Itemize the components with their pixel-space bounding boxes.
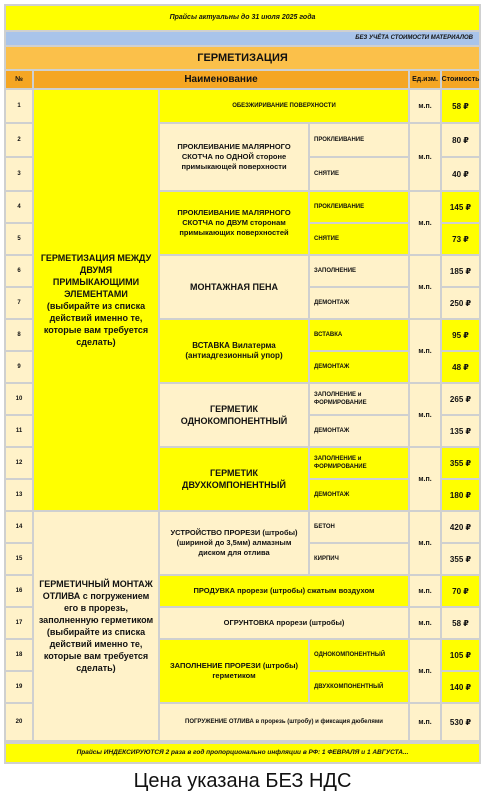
unit-17: м.п. <box>410 608 440 638</box>
row-num-18: 18 <box>6 640 32 670</box>
unit-10-11: м.п. <box>410 384 440 446</box>
price-9: 48 ₽ <box>442 352 479 382</box>
price-13: 180 ₽ <box>442 480 479 510</box>
unit-4-5: м.п. <box>410 192 440 254</box>
header-price: Стоимость <box>442 71 479 88</box>
row-num-13: 13 <box>6 480 32 510</box>
price-2: 80 ₽ <box>442 124 479 156</box>
op-fill-form-1: ЗАПОЛНЕНИЕ и ФОРМИРОВАНИЕ <box>310 384 408 414</box>
op-dismantle-sealant-1: ДЕМОНТАЖ <box>310 416 408 446</box>
row-num-10: 10 <box>6 384 32 414</box>
op-onecomp: ОДНОКОМПОНЕНТНЫЙ <box>310 640 408 670</box>
op-dismantle-vilaterm: ДЕМОНТАЖ <box>310 352 408 382</box>
prices-valid-banner: Прайсы актуальны до 31 июля 2025 года <box>6 6 479 30</box>
materials-note: БЕЗ УЧЁТА СТОИМОСТИ МАТЕРИАЛОВ <box>6 32 479 45</box>
header-name: Наименование <box>34 71 408 88</box>
row-num-6: 6 <box>6 256 32 286</box>
op-insert: ВСТАВКА <box>310 320 408 350</box>
op-dismantle-foam: ДЕМОНТАЖ <box>310 288 408 318</box>
item-sealant-two: ГЕРМЕТИК ДВУХКОМПОНЕНТНЫЙ <box>160 448 308 510</box>
row-num-3: 3 <box>6 158 32 190</box>
price-14: 420 ₽ <box>442 512 479 542</box>
price-12: 355 ₽ <box>442 448 479 478</box>
item-vilaterm: ВСТАВКА Вилатерма (антиадгезионный упор) <box>160 320 308 382</box>
item-foam: МОНТАЖНАЯ ПЕНА <box>160 256 308 318</box>
section-title: ГЕРМЕТИЗАЦИЯ <box>6 47 479 69</box>
price-16: 70 ₽ <box>442 576 479 606</box>
op-glue-2: ПРОКЛЕИВАНИЕ <box>310 192 408 222</box>
item-sealant-one: ГЕРМЕТИК ОДНОКОМПОНЕНТНЫЙ <box>160 384 308 446</box>
row-num-8: 8 <box>6 320 32 350</box>
price-5: 73 ₽ <box>442 224 479 254</box>
row-num-7: 7 <box>6 288 32 318</box>
item-mount-sill: ПОГРУЖЕНИЕ ОТЛИВА в прорезь (штробу) и фиксация дюбелями <box>160 704 408 740</box>
price-18: 105 ₽ <box>442 640 479 670</box>
header-num: № <box>6 71 32 88</box>
row-num-16: 16 <box>6 576 32 606</box>
price-7: 250 ₽ <box>442 288 479 318</box>
row-num-14: 14 <box>6 512 32 542</box>
item-blow: ПРОДУВКА прорези (штробы) сжатым воздухом <box>160 576 408 606</box>
op-brick: КИРПИЧ <box>310 544 408 574</box>
row-num-17: 17 <box>6 608 32 638</box>
op-concrete: БЕТОН <box>310 512 408 542</box>
item-tape-one-side: ПРОКЛЕИВАНИЕ МАЛЯРНОГО СКОТЧА по ОДНОЙ стороне примыкающей поверхности <box>160 124 308 190</box>
item-degrease: ОБЕЗЖИРИВАНИЕ ПОВЕРХНОСТИ <box>160 90 408 122</box>
op-remove-1: СНЯТИЕ <box>310 158 408 190</box>
unit-12-13: м.п. <box>410 448 440 510</box>
unit-8-9: м.п. <box>410 320 440 382</box>
group-sill-mounting: ГЕРМЕТИЧНЫЙ МОНТАЖ ОТЛИВА с погружением его в прорезь, заполненную герметиком (выбирайте из списка действий именно те, которые вам требуется сделать) <box>34 512 158 740</box>
price-3: 40 ₽ <box>442 158 479 190</box>
row-num-4: 4 <box>6 192 32 222</box>
price-6: 185 ₽ <box>442 256 479 286</box>
unit-18-19: м.п. <box>410 640 440 702</box>
op-glue-1: ПРОКЛЕИВАНИЕ <box>310 124 408 156</box>
group-joint-sealing: ГЕРМЕТИЗАЦИЯ МЕЖДУ ДВУМЯ ПРИМЫКАЮЩИМИ ЭЛЕМЕНТАМИ (выбирайте из списка действий именно те, которые вам требуется сделать) <box>34 90 158 510</box>
unit-2-3: м.п. <box>410 124 440 190</box>
row-num-9: 9 <box>6 352 32 382</box>
item-groove: УСТРОЙСТВО ПРОРЕЗИ (штробы) (шириной до 3,5мм) алмазным диском для отлива <box>160 512 308 574</box>
price-8: 95 ₽ <box>442 320 479 350</box>
op-filling-foam: ЗАПОЛНЕНИЕ <box>310 256 408 286</box>
price-1: 58 ₽ <box>442 90 479 122</box>
unit-16: м.п. <box>410 576 440 606</box>
row-num-12: 12 <box>6 448 32 478</box>
op-twocomp: ДВУХКОМПОНЕНТНЫЙ <box>310 672 408 702</box>
unit-20: м.п. <box>410 704 440 740</box>
item-fill-groove: ЗАПОЛНЕНИЕ ПРОРЕЗИ (штробы) герметиком <box>160 640 308 702</box>
price-15: 355 ₽ <box>442 544 479 574</box>
item-tape-two-sides: ПРОКЛЕИВАНИЕ МАЛЯРНОГО СКОТЧА по ДВУМ сторонам примыкающих поверхностей <box>160 192 308 254</box>
row-num-20: 20 <box>6 704 32 740</box>
row-num-5: 5 <box>6 224 32 254</box>
row-num-1: 1 <box>6 90 32 122</box>
row-num-11: 11 <box>6 416 32 446</box>
price-19: 140 ₽ <box>442 672 479 702</box>
header-unit: Ед.изм. <box>410 71 440 88</box>
unit-6-7: м.п. <box>410 256 440 318</box>
unit-14-15: м.п. <box>410 512 440 574</box>
price-20: 530 ₽ <box>442 704 479 740</box>
unit-1: м.п. <box>410 90 440 122</box>
price-sheet <box>4 4 481 764</box>
op-fill-form-2: ЗАПОЛНЕНИЕ и ФОРМИРОВАНИЕ <box>310 448 408 478</box>
row-num-2: 2 <box>6 124 32 156</box>
vat-note: Цена указана БЕЗ НДС <box>0 764 485 800</box>
price-10: 265 ₽ <box>442 384 479 414</box>
row-num-15: 15 <box>6 544 32 574</box>
indexation-note: Прайсы ИНДЕКСИРУЮТСЯ 2 раза в год пропорционально инфляции в РФ: 1 ФЕВРАЛЯ и 1 АВГУСТА... <box>6 744 479 762</box>
price-17: 58 ₽ <box>442 608 479 638</box>
price-11: 135 ₽ <box>442 416 479 446</box>
item-prime: ОГРУНТОВКА прорези (штробы) <box>160 608 408 638</box>
op-dismantle-sealant-2: ДЕМОНТАЖ <box>310 480 408 510</box>
row-num-19: 19 <box>6 672 32 702</box>
op-remove-2: СНЯТИЕ <box>310 224 408 254</box>
price-4: 145 ₽ <box>442 192 479 222</box>
